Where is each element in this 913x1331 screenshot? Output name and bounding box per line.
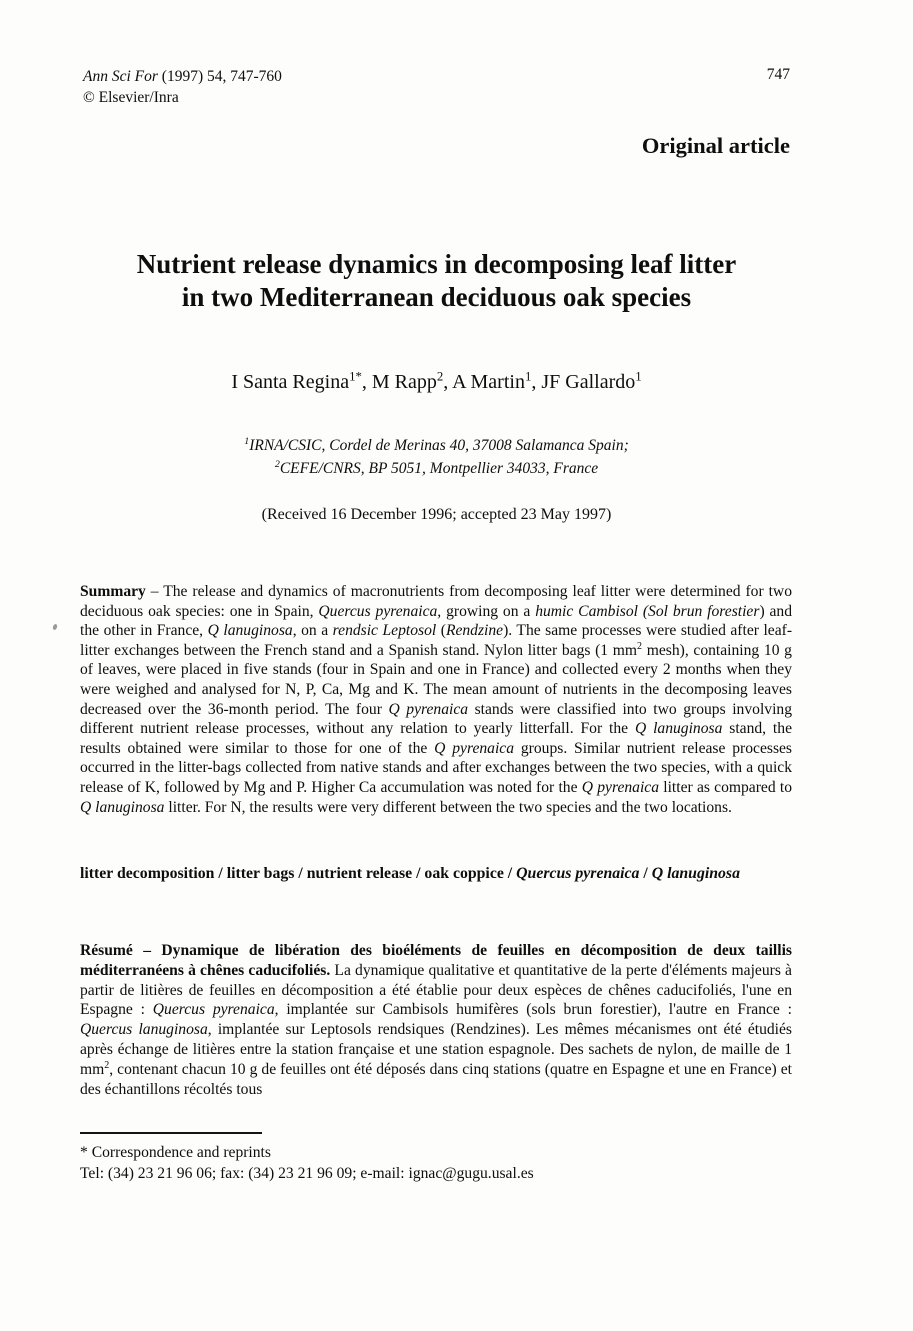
authors-line: I Santa Regina$^{1*}$, M Rapp$^2$, A Martin$^1$, JF Gallardo$^1$ [231, 369, 642, 393]
copyright-notice: © Elsevier/Inra [83, 89, 179, 106]
affiliation-2: $^2$CEFE/CNRS, BP 5051, Montpellier 34033, France [274, 458, 599, 477]
journal-reference: Ann Sci For (1997) 54, 747-760 [83, 68, 282, 85]
resume-paragraph: Résumé – Dynamique de libération des bioéléments de feuilles en décomposition de deux taillis méditerranéens à chênes caducifoliés. La dynamique qualitative et quantitative de la perte d'éléments majeurs à partir de litières de feuilles en décomposition a été établie pour deux espèces de chênes caducifoliés, l'une en Espagne : Quercus pyrenaica, implantée sur Cambisols humifères (sols brun forestier), l'autre en France : Quercus lanuginosa, implantée sur Leptosols rendsiques (Rendzines). Les mêmes mécanismes ont été étudiés après échange de litières entre la station française et une station espagnole. Des sachets de nylon, de maille de 1 $mm^2$, contenant chacun 10 g de feuilles ont été déposés dans cinq stations (quatre en Espagne et une en France) et des échantillons récoltés tous [80, 942, 793, 1098]
received-accepted-line: (Received 16 December 1996; accepted 23 May 1997) [261, 506, 612, 523]
affiliations-block [83, 434, 790, 480]
footnote-divider [80, 1132, 262, 1134]
keywords-line: litter decomposition / litter bags / nutrient release / oak coppice / Quercus pyrenaica / Q lanuginosa [80, 865, 740, 882]
article-title-line2: in two Mediterranean deciduous oak species [181, 282, 692, 312]
correspondence-note: * Correspondence and reprints [80, 1144, 271, 1161]
summary-paragraph: Summary – The release and dynamics of macronutrients from decomposing leaf litter were determined for two deciduous oak species: one in Spain, Quercus pyrenaica, growing on a humic Cambisol (Sol brun forestier) and the other in France, Q lanuginosa, on a rendsic Leptosol (Rendzine). The same processes were studied after leaf-litter exchanges between the French stand and a Spanish stand. Nylon litter bags (1 $mm^2$ mesh), containing 10 g of leaves, were placed in five stands (four in Spain and one in France) and collected every 2 months when they were weighed and analysed for N, P, Ca, Mg and K. The mean amount of nutrients in the decomposing leaves decreased over the 36-month period. The four Q pyrenaica stands were classified into two groups involving different nutrient release processes, without any relation to yearly litterfall. For the Q lanuginosa stand, the results obtained were similar to those for one of the Q pyrenaica groups. Similar nutrient release processes occurred in the litter-bags collected from native stands and after exchanges between the two species, with a quick release of K, followed by Mg and P. Higher Ca accumulation was noted for the Q pyrenaica litter as compared to Q lanuginosa litter. For N, the results were very different between the two species and the two locations. [80, 583, 793, 816]
scan-artifact-mark [52, 623, 58, 630]
article-title-line1: Nutrient release dynamics in decomposing leaf litter [136, 249, 737, 279]
affiliation-1: $^1$IRNA/CSIC, Cordel de Merinas 40, 37008 Salamanca Spain; [244, 435, 629, 454]
article-title [83, 248, 790, 314]
article-type-label: Original article [641, 133, 790, 158]
contact-info: Tel: (34) 23 21 96 06; fax: (34) 23 21 96 09; e-mail: ignac@gugu.usal.es [80, 1164, 534, 1182]
page-number: 747 [766, 66, 790, 83]
footnote-block [80, 1143, 792, 1185]
